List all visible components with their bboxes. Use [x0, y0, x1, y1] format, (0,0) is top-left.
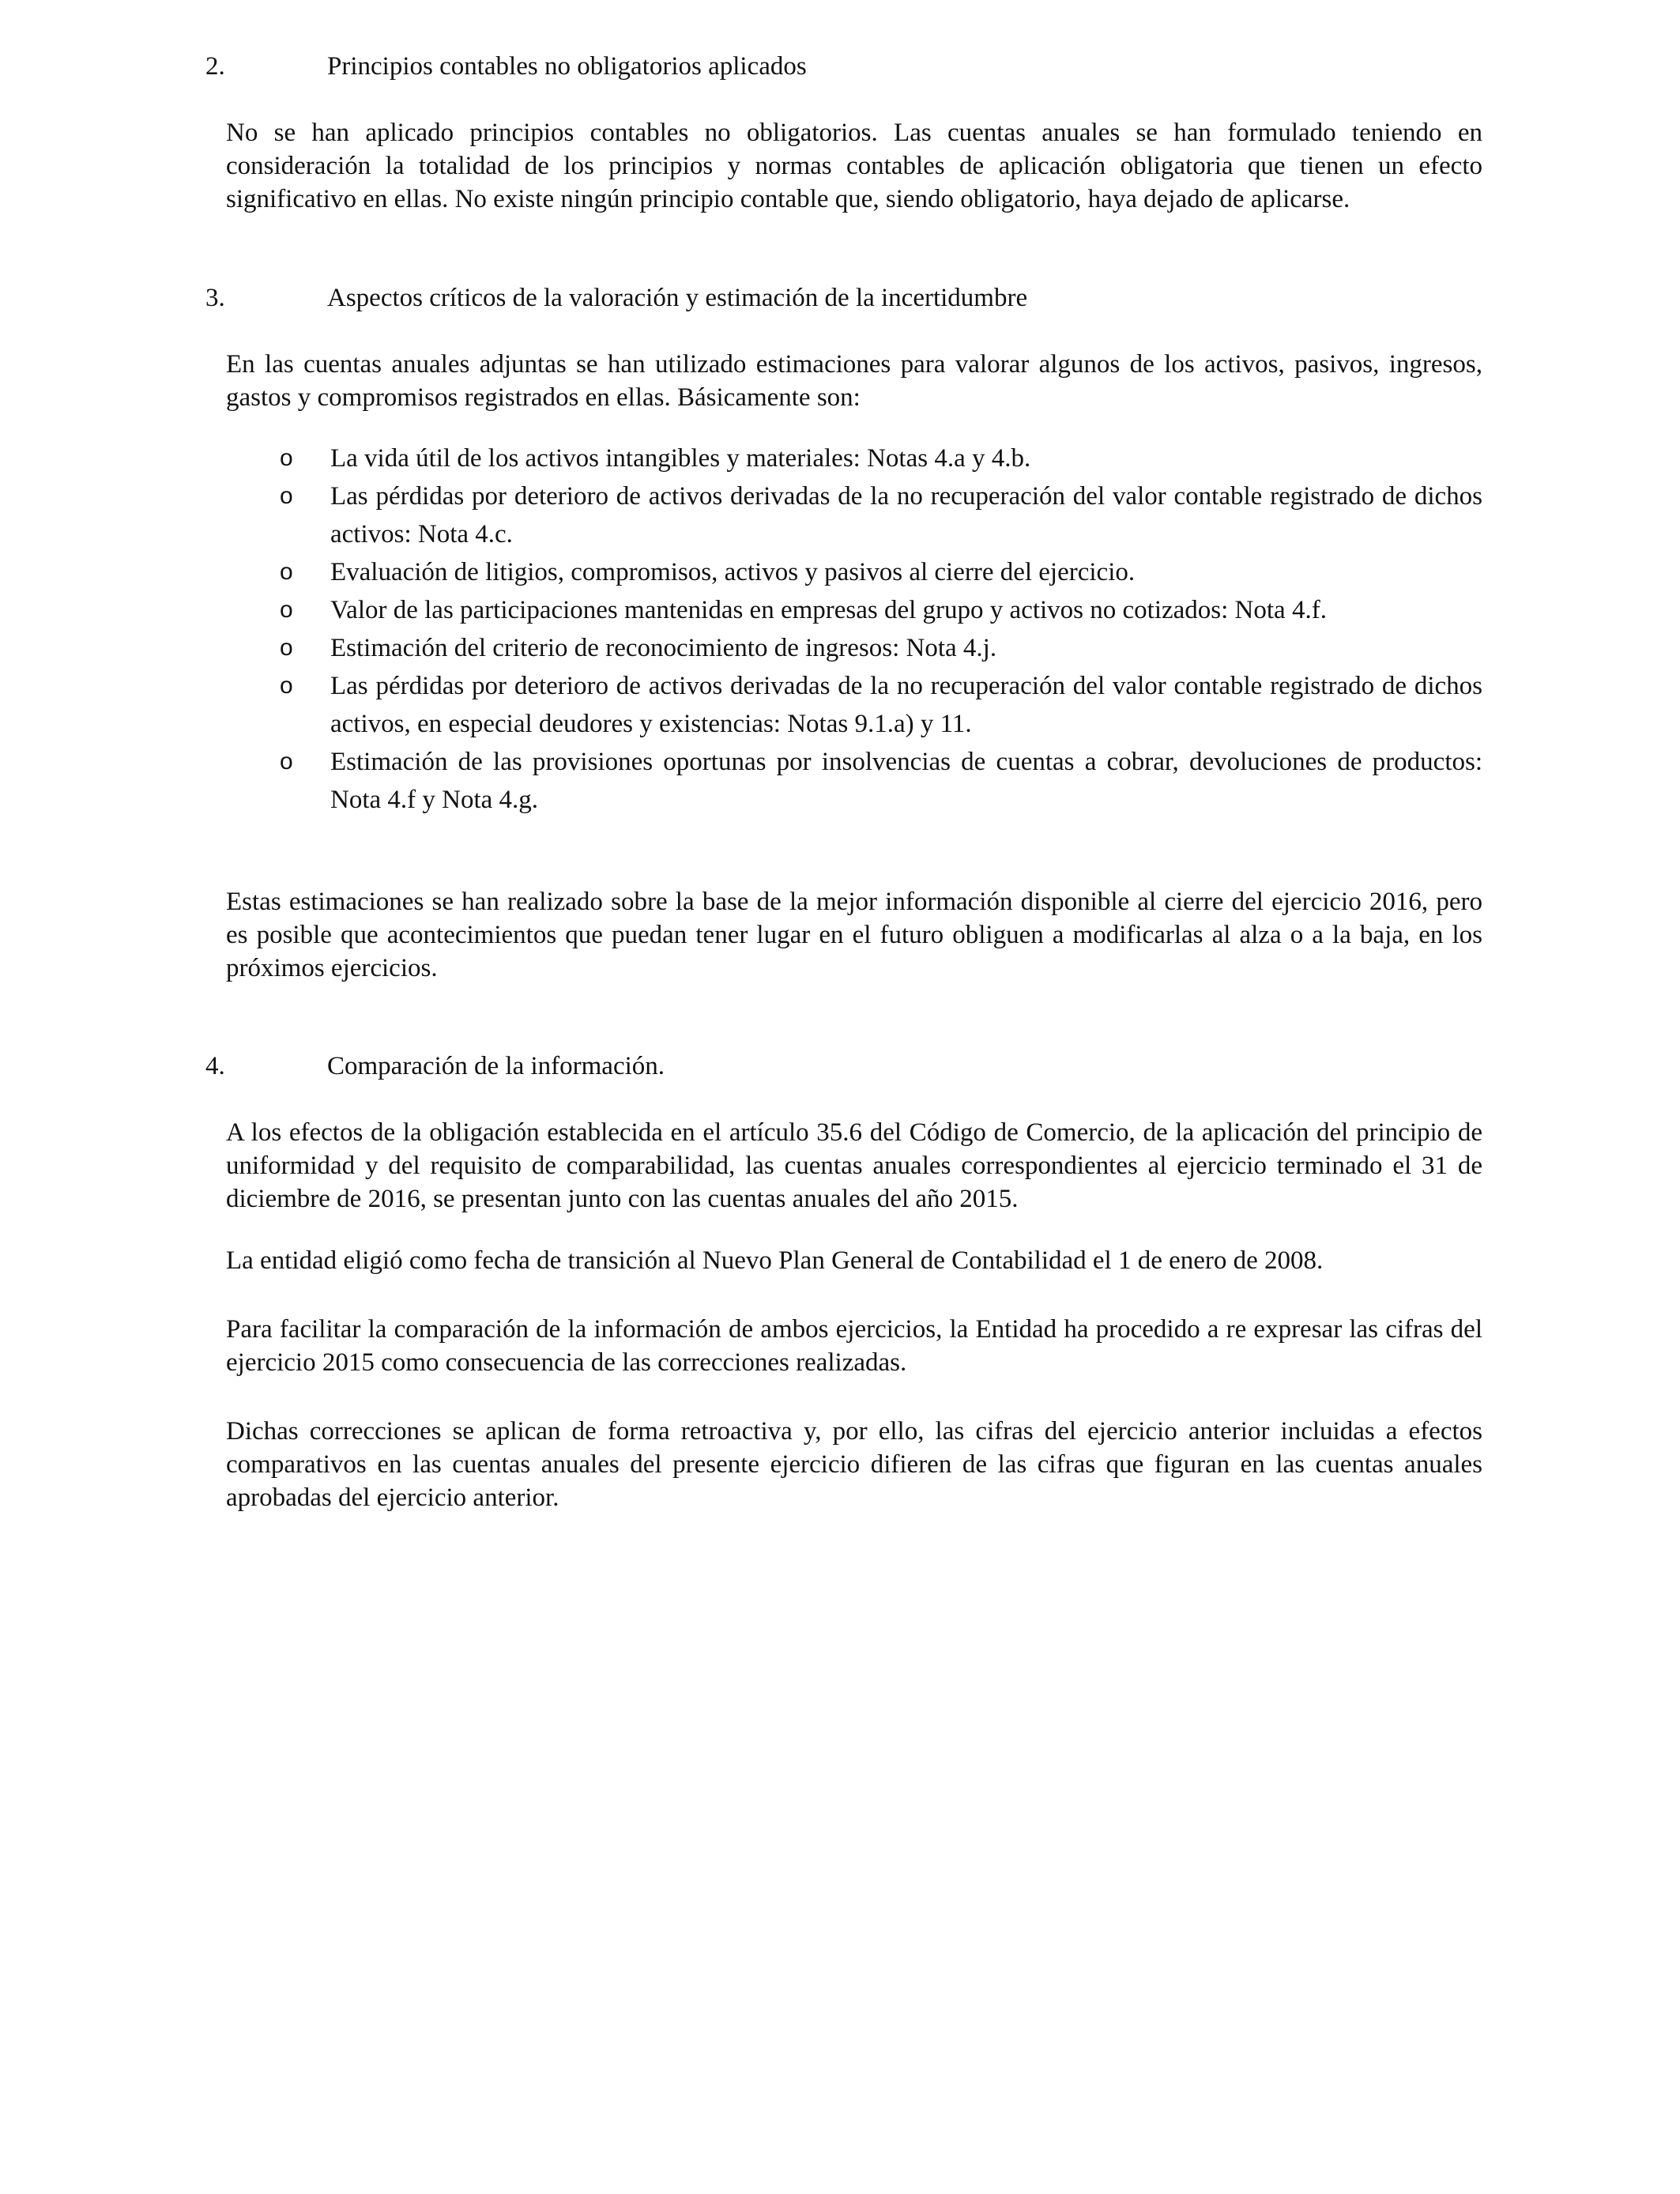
- bullet-icon: o: [280, 748, 293, 775]
- list-item-text: Evaluación de litigios, compromisos, activos y pasivos al cierre del ejercicio.: [330, 558, 1136, 586]
- bullet-icon: o: [280, 673, 293, 699]
- bullet-icon: o: [280, 597, 293, 623]
- list-item: [226, 743, 1482, 819]
- section-4-paragraph-4: Dichas correcciones se aplican de forma retroactiva y, por ello, las cifras del ejercicio anterior incluidas a efectos comparativos en las cuentas anuales del presente ejercicio difieren de las cifras que figuran en las cuentas anuales aprobadas del ejercicio anterior.: [226, 1417, 1482, 1512]
- list-item-text: Estimación de las provisiones oportunas por insolvencias de cuentas a cobrar, devoluciones de productos: Nota 4.f y Nota 4.g.: [330, 748, 1482, 814]
- bullet-icon: o: [280, 445, 293, 471]
- list-item-text: La vida útil de los activos intangibles y materiales: Notas 4.a y 4.b.: [330, 444, 1031, 473]
- list-item-text: Las pérdidas por deterioro de activos derivadas de la no recuperación del valor contable registrado de dichos activos: Nota 4.c.: [330, 482, 1482, 548]
- section-number: 3.: [205, 284, 225, 312]
- bullet-icon: o: [280, 559, 293, 585]
- section-4-paragraph-1: A los efectos de la obligación establecida en el artículo 35.6 del Código de Comercio, de la aplicación del principio de uniformidad y del requisito de comparabilidad, las cuentas anuales correspondientes al ejercicio terminado el 31 de diciembre de 2016, se presentan junto con las cuentas anuales del año 2015.: [226, 1118, 1482, 1213]
- list-item: [226, 439, 1482, 477]
- list-item: [226, 477, 1482, 553]
- list-item-text: Valor de las participaciones mantenidas en empresas del grupo y activos no cotizados: Nota 4.f.: [330, 596, 1327, 624]
- section-3-closing: Estas estimaciones se han realizado sobre la base de la mejor información disponible al cierre del ejercicio 2016, pero es posible que acontecimientos que puedan tener lugar en el futuro obliguen a modificarlas al alza o a la baja, en los próximos ejercicios.: [226, 888, 1482, 982]
- list-item: [226, 553, 1482, 591]
- list-item: [226, 591, 1482, 629]
- section-number: 4.: [205, 1052, 225, 1080]
- section-4-paragraph-3: Para facilitar la comparación de la información de ambos ejercicios, la Entidad ha procedido a re expresar las cifras del ejercicio 2015 como consecuencia de las correcciones realizadas.: [226, 1315, 1482, 1377]
- list-item: [226, 629, 1482, 667]
- section-4-paragraph-2: La entidad eligió como fecha de transición al Nuevo Plan General de Contabilidad el 1 de enero de 2008.: [226, 1246, 1324, 1275]
- estimates-list: [226, 439, 1482, 819]
- list-item-text: Estimación del criterio de reconocimiento de ingresos: Nota 4.j.: [330, 634, 997, 662]
- list-item: [226, 667, 1482, 743]
- section-number: 2.: [205, 52, 225, 81]
- bullet-icon: o: [280, 635, 293, 661]
- section-2-paragraph: No se han aplicado principios contables no obligatorios. Las cuentas anuales se han formulado teniendo en consideración la totalidad de los principios y normas contables de aplicación obligatoria que tienen un efecto significativo en ellas. No existe ningún principio contable que, siendo obligatorio, haya dejado de aplicarse.: [226, 119, 1482, 213]
- list-item-text: Las pérdidas por deterioro de activos derivadas de la no recuperación del valor contable registrado de dichos activos, en especial deudores y existencias: Notas 9.1.a) y 11.: [330, 672, 1482, 738]
- section-3-intro: En las cuentas anuales adjuntas se han utilizado estimaciones para valorar algunos de los activos, pasivos, ingresos, gastos y compromisos registrados en ellas. Básicamente son:: [226, 350, 1482, 412]
- section-title: Comparación de la información.: [327, 1052, 665, 1080]
- section-title: Aspectos críticos de la valoración y estimación de la incertidumbre: [327, 284, 1028, 312]
- bullet-icon: o: [280, 483, 293, 509]
- section-title: Principios contables no obligatorios aplicados: [327, 52, 807, 81]
